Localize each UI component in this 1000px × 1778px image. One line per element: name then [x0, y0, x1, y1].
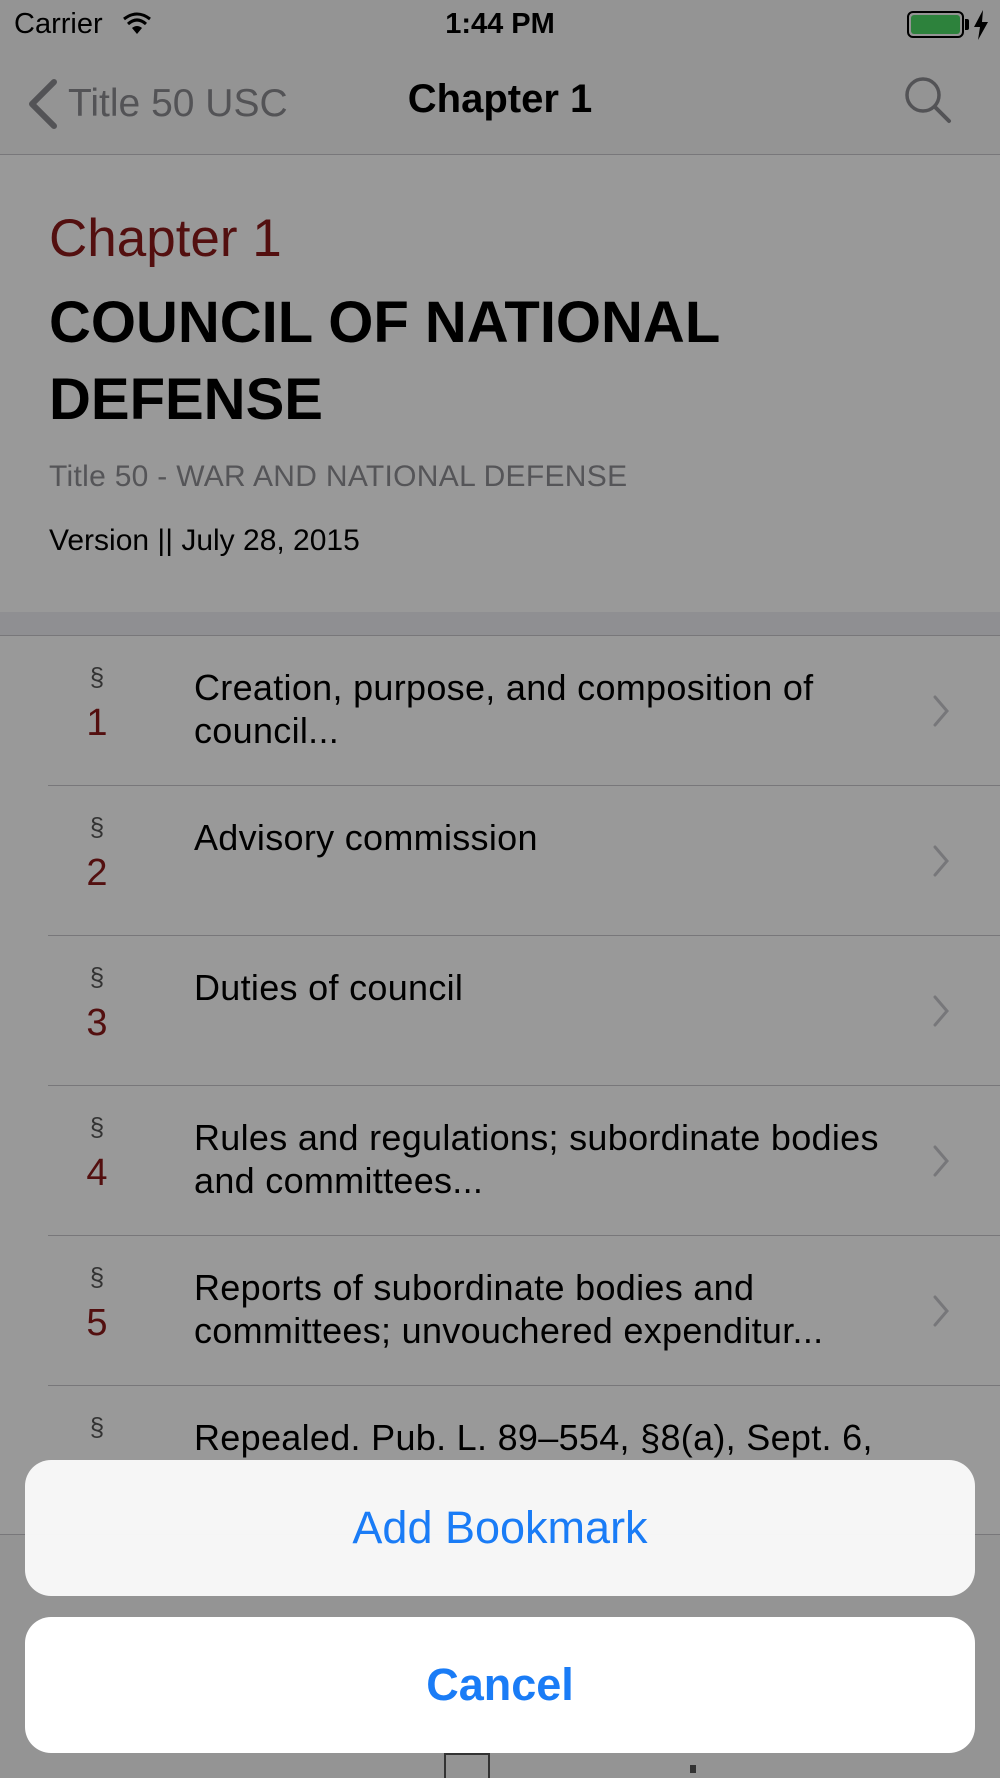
section-symbol: § — [89, 812, 105, 842]
section-symbol: § — [89, 962, 105, 992]
chapter-name: COUNCIL OF NATIONAL DEFENSE — [49, 290, 720, 432]
carrier-label: Carrier — [14, 8, 103, 40]
section-title: Creation, purpose, and composition of council... — [194, 667, 814, 751]
section-title: Advisory commission — [194, 817, 538, 858]
add-bookmark-button[interactable]: Add Bookmark — [25, 1460, 975, 1596]
title-line: Title 50 - WAR AND NATIONAL DEFENSE — [49, 460, 628, 493]
section-title: Duties of council — [194, 967, 464, 1008]
section-title: Repealed. Pub. L. 89–554, §8(a), Sept. 6, — [194, 1417, 873, 1458]
section-number: 2 — [86, 852, 108, 894]
section-number: 5 — [86, 1302, 108, 1344]
section-number: 3 — [86, 1002, 108, 1044]
section-number: 1 — [86, 702, 108, 744]
chapter-label: Chapter 1 — [49, 209, 282, 268]
section-symbol: § — [89, 1412, 105, 1442]
nav-title: Chapter 1 — [407, 77, 593, 121]
status-time: 1:44 PM — [445, 8, 555, 40]
section-title: Reports of subordinate bodies and committees; unvouchered expenditur... — [194, 1267, 824, 1351]
section-number: 4 — [86, 1152, 108, 1194]
cancel-button[interactable]: Cancel — [25, 1617, 975, 1753]
section-title: Rules and regulations; subordinate bodies and committees... — [194, 1117, 879, 1201]
section-symbol: § — [89, 662, 105, 692]
version-line: Version || July 28, 2015 — [49, 524, 360, 557]
section-symbol: § — [89, 1112, 105, 1142]
back-label: Title 50 USC — [68, 82, 288, 125]
section-symbol: § — [89, 1262, 105, 1292]
